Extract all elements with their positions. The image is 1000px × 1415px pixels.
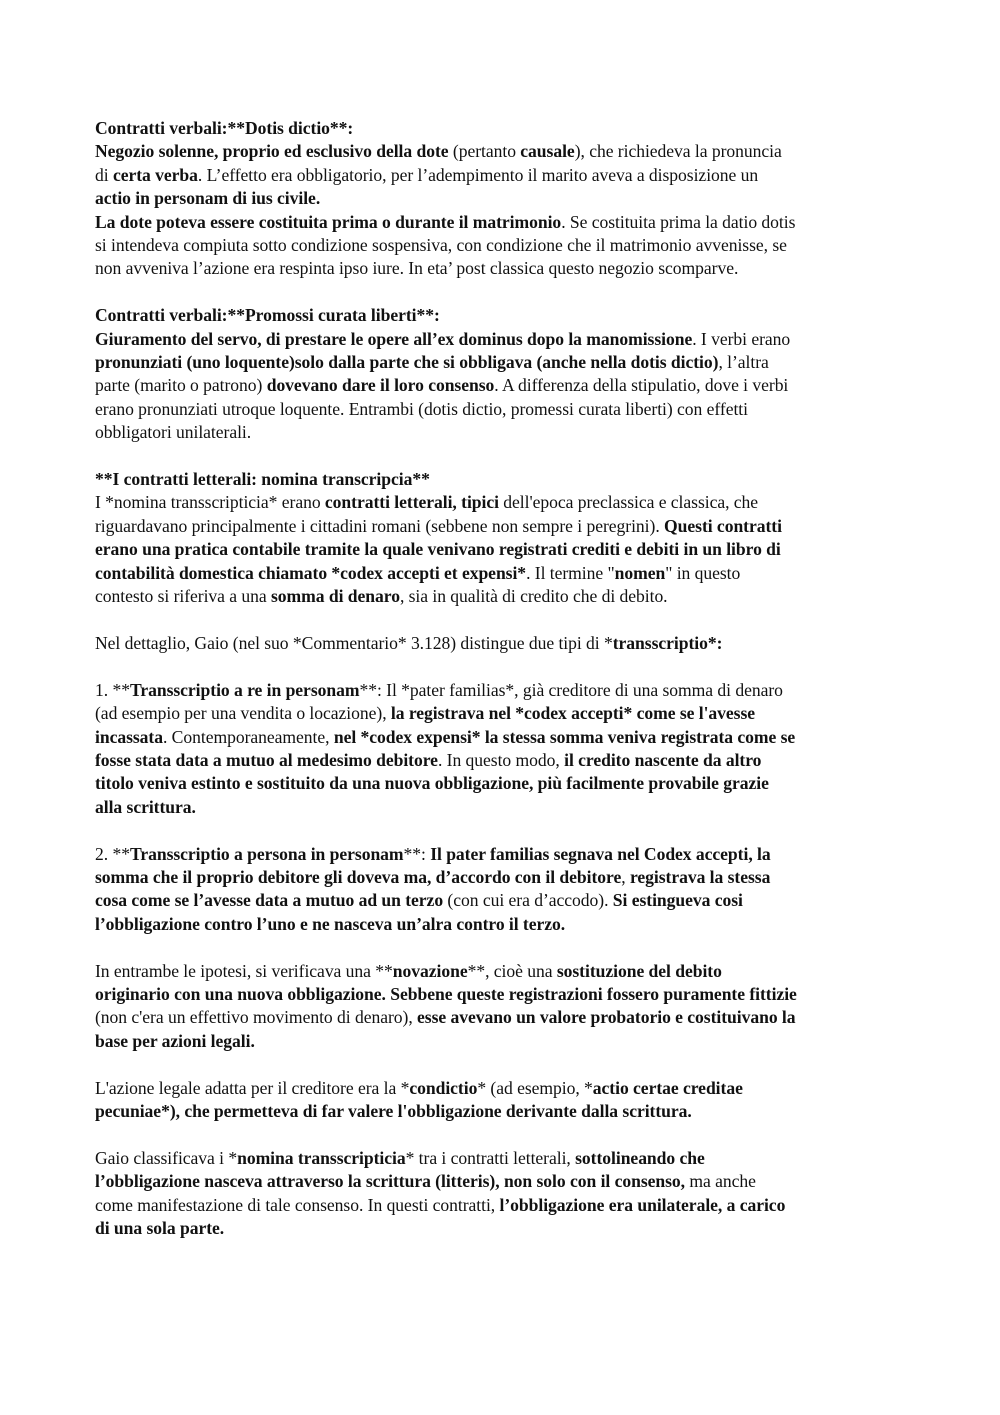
text: ma anche <box>685 1171 756 1192</box>
text-line <box>95 491 910 514</box>
text: non avveniva l’azione era respinta ipso iure. In eta’ post classica questo negozio scomparve. <box>95 258 739 279</box>
text: (ad esempio per una vendita o locazione), <box>95 703 391 724</box>
text-line <box>95 304 910 327</box>
text-line <box>95 1100 910 1123</box>
text-line <box>95 515 910 538</box>
text-line <box>95 585 910 608</box>
text: . In questo modo, <box>437 749 565 770</box>
bold-text: novazione <box>392 960 468 981</box>
bold-text: l’obbligazione era unilaterale, a carico <box>499 1194 786 1215</box>
text: " in questo <box>665 562 741 583</box>
text-line <box>95 468 910 491</box>
text-line <box>95 398 910 421</box>
bold-text: somma di denaro <box>271 586 400 607</box>
text: I *nomina transscripticia* erano <box>95 492 325 513</box>
text-line <box>95 374 910 397</box>
text-line <box>95 211 910 234</box>
bold-text: base per azioni legali. <box>95 1030 255 1051</box>
bold-text: l’obbligazione contro l’uno e ne nasceva un’alra contro il terzo. <box>95 913 566 934</box>
text: L'azione legale adatta per il creditore era la * <box>95 1077 410 1098</box>
text: **: Il *pater familias*, già creditore di una somma di denaro <box>359 679 783 700</box>
text-line <box>95 983 910 1006</box>
text-line <box>95 538 910 561</box>
text-line <box>95 796 910 819</box>
text: . Se costituita prima la datio dotis <box>561 211 796 232</box>
text-line <box>95 889 910 912</box>
bold-text: incassata <box>95 726 163 747</box>
text-line <box>95 913 910 936</box>
text-line <box>95 772 910 795</box>
text: 1. ** <box>95 679 130 700</box>
paragraph <box>95 117 910 281</box>
bold-text: pronunziati (uno loquente)solo dalla parte che si obbligava (anche nella dotis dictio) <box>95 352 719 373</box>
text-line <box>95 562 910 585</box>
paragraph <box>95 632 910 655</box>
document-body <box>95 117 910 1240</box>
text-line <box>95 328 910 351</box>
bold-text: transscriptio*: <box>612 632 723 653</box>
text-line <box>95 1006 910 1029</box>
text-line <box>95 679 910 702</box>
bold-text: la registrava nel *codex accepti* come se l'avesse <box>390 703 756 724</box>
text-line <box>95 1170 910 1193</box>
bold-text: **I contratti letterali: nomina transcripcia** <box>95 469 430 490</box>
text: **, cioè una <box>467 960 557 981</box>
paragraph <box>95 843 910 937</box>
bold-text: La dote poteva essere costituita prima o durante il matrimonio <box>95 211 562 232</box>
bold-text: somma che il proprio debitore gli doveva ma, d’accordo con il debitore <box>95 866 622 887</box>
text: 2. ** <box>95 843 130 864</box>
text: di <box>95 164 113 185</box>
bold-text: contratti letterali, tipici <box>324 492 499 513</box>
text-line <box>95 1194 910 1217</box>
text: contesto si riferiva a una <box>95 586 271 607</box>
paragraph <box>95 304 910 444</box>
bold-text: Il pater familias segnava nel Codex accepti, la <box>430 843 771 864</box>
bold-text: actio certae creditae <box>592 1077 743 1098</box>
bold-text: Transscriptio a persona in personam <box>129 843 404 864</box>
bold-text: il credito nascente da altro <box>564 749 762 770</box>
bold-text: alla scrittura. <box>95 796 196 817</box>
bold-text: nomen <box>614 562 666 583</box>
text-line <box>95 960 910 983</box>
paragraph <box>95 679 910 819</box>
bold-text: Si estingueva cosi <box>612 890 743 911</box>
text-line <box>95 351 910 374</box>
text-line <box>95 187 910 210</box>
text: parte (marito o patrono) <box>95 375 267 396</box>
bold-text: causale <box>520 141 575 162</box>
bold-text: actio in personam di ius civile. <box>95 188 321 209</box>
bold-text: Contratti verbali:**Dotis dictio**: <box>95 118 354 138</box>
bold-text: certa verba <box>112 164 198 185</box>
text: . L’effetto era obbligatorio, per l’adempimento il marito aveva a disposizione un <box>197 164 759 185</box>
bold-text: originario con una nuova obbligazione. Sebbene queste registrazioni fossero puramente fittizie <box>95 983 797 1004</box>
text: erano pronunziati utroque loquente. Entrambi (dotis dictio, promessi curata liberti) con effetti <box>95 398 748 419</box>
bold-text: fosse stata data a mutuo al medesimo debitore <box>95 749 438 770</box>
text: . Il termine " <box>526 562 615 583</box>
bold-text: erano una pratica contabile tramite la quale venivano registrati crediti e debiti in un libro di <box>95 539 781 560</box>
text-line <box>95 234 910 257</box>
text: Gaio classificava i * <box>95 1147 238 1168</box>
bold-text: Transscriptio a re in personam <box>129 679 360 700</box>
text: . A differenza della stipulatio, dove i verbi <box>494 375 789 396</box>
bold-text: dovevano dare il loro consenso <box>266 375 495 396</box>
text-line <box>95 1030 910 1053</box>
text: . Contemporaneamente, <box>162 726 334 747</box>
text-line <box>95 257 910 280</box>
text: (pertanto <box>448 141 521 162</box>
text: si intendeva compiuta sotto condizione sospensiva, con condizione che il matrimonio avvenisse, se <box>95 235 787 256</box>
bold-text: Negozio solenne, proprio ed esclusivo della dote <box>95 141 449 162</box>
text-line <box>95 117 910 140</box>
paragraph <box>95 468 910 608</box>
bold-text: condictio <box>409 1077 478 1098</box>
text-line <box>95 749 910 772</box>
text-line <box>95 1217 910 1240</box>
text: In entrambe le ipotesi, si verificava una ** <box>95 960 393 981</box>
text: come manifestazione di tale consenso. In questi contratti, <box>95 1194 500 1215</box>
text: dell'epoca preclassica e classica, che <box>498 492 759 513</box>
paragraph <box>95 1077 910 1124</box>
text-line <box>95 1147 910 1170</box>
bold-text: nel *codex expensi* la stessa somma veniva registrata come se <box>333 726 796 747</box>
text: (non c'era un effettivo movimento di denaro), <box>95 1007 418 1028</box>
text-line <box>95 726 910 749</box>
text: , l’altra <box>718 352 769 373</box>
text: * (ad esempio, * <box>477 1077 593 1098</box>
text: Nel dettaglio, Gaio (nel suo *Commentario* 3.128) distingue due tipi di * <box>95 632 613 653</box>
bold-text: esse avevano un valore probatorio e costituivano la <box>417 1007 796 1028</box>
paragraph <box>95 1147 910 1241</box>
text: **: <box>403 843 431 864</box>
text-line <box>95 866 910 889</box>
bold-text: titolo veniva estinto e sostituito da una nuova obbligazione, più facilmente provabile grazie <box>95 773 769 794</box>
text-line <box>95 1077 910 1100</box>
text-line <box>95 632 910 655</box>
text-line <box>95 164 910 187</box>
text-line <box>95 843 910 866</box>
paragraph <box>95 960 910 1054</box>
text-line <box>95 140 910 163</box>
bold-text: Questi contratti <box>664 515 782 536</box>
bold-text: pecuniae*), che permetteva di far valere l'obbligazione derivante dalla scrittura. <box>95 1100 692 1121</box>
text: , <box>621 866 630 887</box>
text-line <box>95 421 910 444</box>
bold-text: di una sola parte. <box>95 1217 225 1238</box>
bold-text: Contratti verbali:**Promossi curata liberti**: <box>95 305 440 326</box>
text: (con cui era d’accodo). <box>443 890 613 911</box>
bold-text: registrava la stessa <box>629 866 771 887</box>
text: . I verbi erano <box>692 328 791 349</box>
bold-text: sostituzione del debito <box>556 960 722 981</box>
bold-text: Giuramento del servo, di prestare le opere all’ex dominus dopo la manomissione <box>95 328 693 349</box>
text-line <box>95 702 910 725</box>
bold-text: sottolineando che <box>575 1147 705 1168</box>
text: , sia in qualità di credito che di debito. <box>399 586 668 607</box>
bold-text: l’obbligazione nasceva attraverso la scrittura (litteris), non solo con il consenso, <box>95 1171 686 1192</box>
text: * tra i contratti letterali, <box>405 1147 576 1168</box>
bold-text: cosa come se l’avesse data a mutuo ad un terzo <box>95 890 444 911</box>
text: riguardavano principalmente i cittadini romani (sebbene non sempre i peregrini). <box>95 515 665 536</box>
text: ), che richiedeva la pronuncia <box>574 141 782 162</box>
text: obbligatori unilaterali. <box>95 422 252 443</box>
bold-text: nomina transscripticia <box>237 1147 406 1168</box>
bold-text: contabilità domestica chiamato *codex accepti et expensi* <box>95 562 527 583</box>
